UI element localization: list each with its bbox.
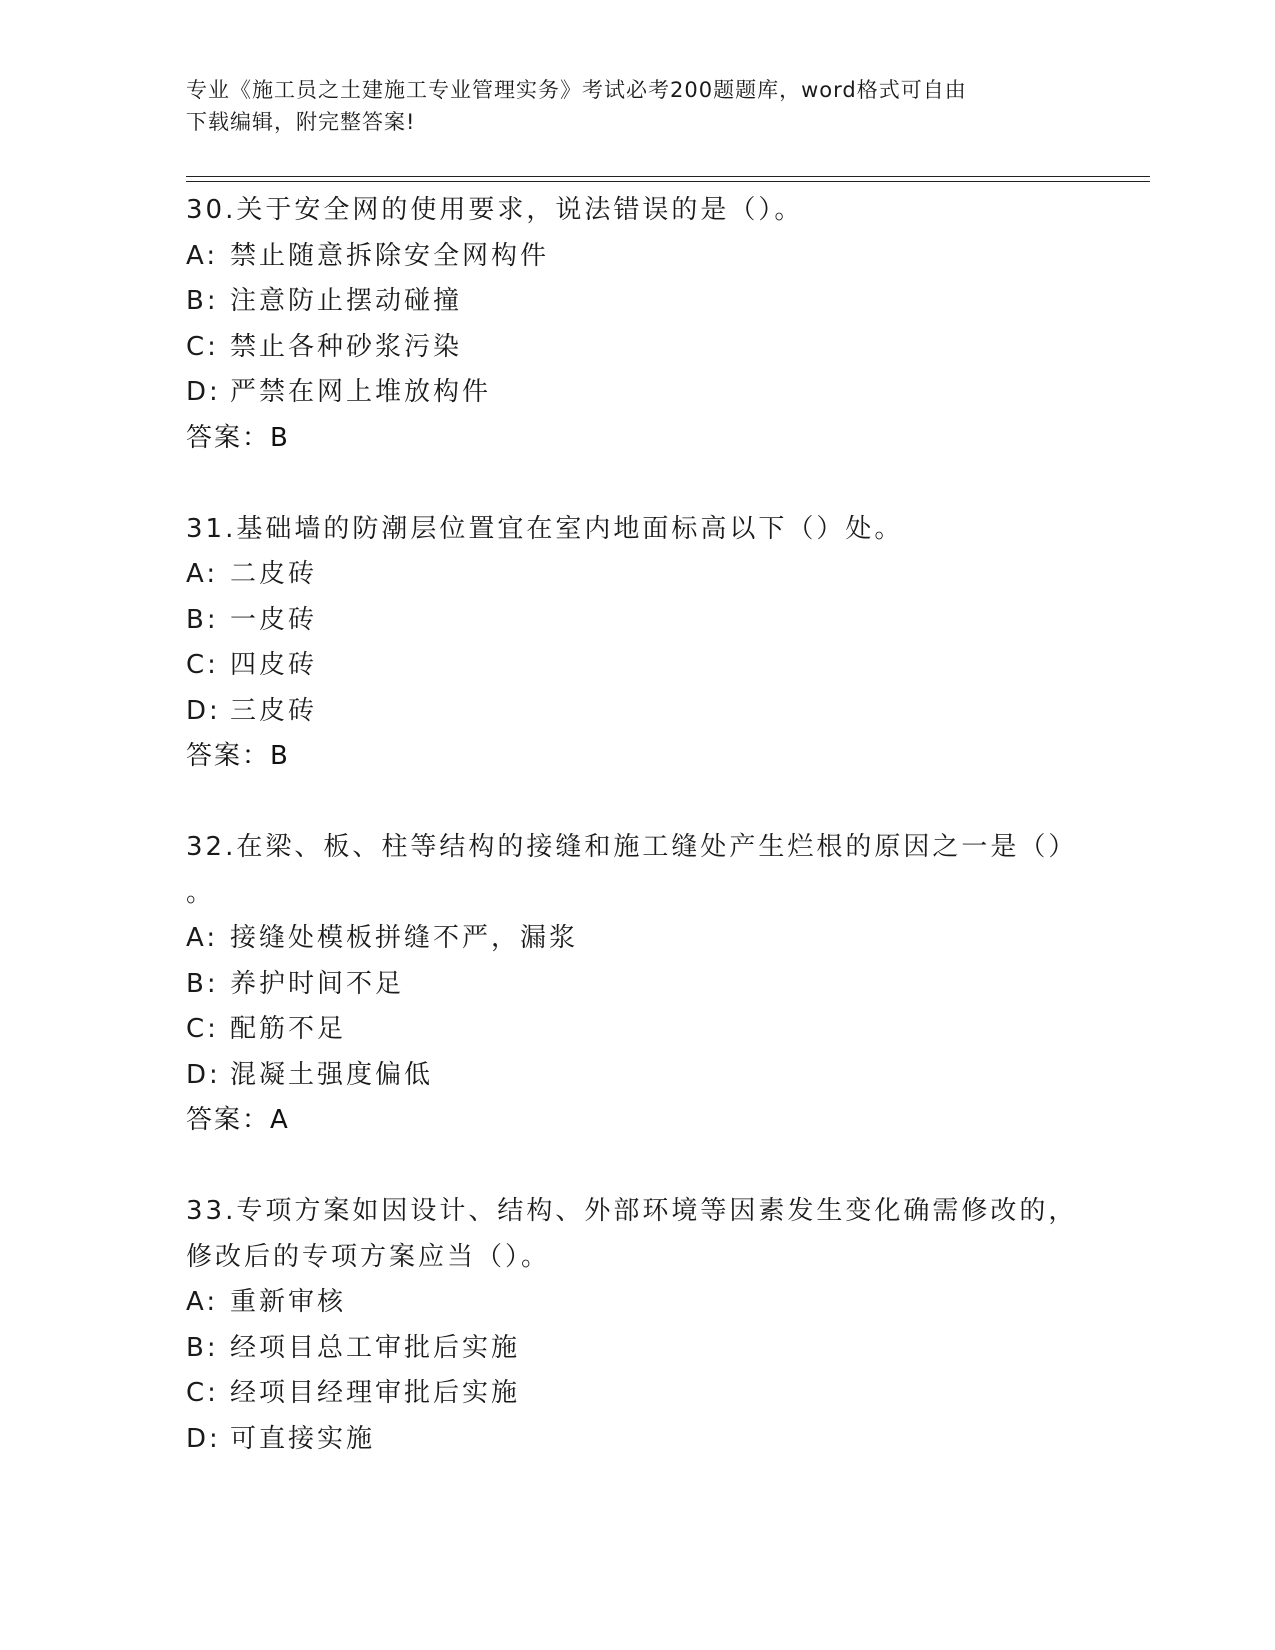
option-c: [186, 325, 1086, 371]
question-stem: 32.在梁、板、柱等结构的接缝和施工缝处产生烂根的原因之一是（）: [186, 832, 1078, 862]
question-stem: 33.专项方案如因设计、结构、外部环境等因素发生变化确需修改的，: [186, 1196, 1078, 1226]
option-label: A:: [186, 1287, 219, 1317]
option-d: [186, 1417, 1086, 1463]
header-line-2: 下载编辑，附完整答案!: [186, 110, 416, 134]
option-label: D:: [186, 377, 221, 407]
option-text: 重新审核: [230, 1287, 347, 1317]
option-label: A:: [186, 240, 219, 271]
option-text: 禁止各种砂浆污染: [230, 331, 463, 362]
option-label: A:: [186, 923, 219, 953]
option-label: B:: [186, 968, 219, 999]
option-d: [186, 689, 1086, 735]
option-text: 接缝处模板拼缝不严，漏浆: [230, 923, 579, 953]
option-a: [186, 234, 1086, 280]
option-a: [186, 1280, 1086, 1326]
option-c: [186, 1371, 1086, 1417]
option-a: [186, 916, 1086, 962]
option-label: C:: [186, 1014, 219, 1044]
option-label: D:: [186, 1059, 221, 1090]
option-d: [186, 370, 1086, 416]
option-label: B:: [186, 286, 219, 316]
option-label: B:: [186, 604, 219, 635]
question-stem-continued: 。: [186, 877, 216, 908]
option-c: [186, 643, 1086, 689]
header-line-1: 专业《施工员之土建施工专业管理实务》考试必考200题题库，word格式可自由: [186, 78, 967, 102]
question-stem: 30.关于安全网的使用要求，说法错误的是（）。: [186, 195, 804, 225]
option-b: [186, 279, 1086, 325]
question-block: [186, 825, 1086, 1144]
option-label: C:: [186, 650, 219, 680]
header-divider-top: [186, 176, 1150, 177]
option-a: [186, 552, 1086, 598]
question-block: [186, 507, 1086, 780]
spacer: [186, 461, 1086, 507]
option-b: [186, 598, 1086, 644]
option-text: 注意防止摆动碰撞: [230, 286, 463, 316]
answer-line: 答案：B: [186, 741, 290, 771]
option-label: B:: [186, 1332, 219, 1363]
document-header: [186, 74, 1066, 138]
question-block: [186, 188, 1086, 461]
question-list: [186, 188, 1086, 1462]
option-text: 养护时间不足: [230, 968, 405, 999]
option-text: 可直接实施: [230, 1423, 376, 1454]
spacer: [186, 780, 1086, 826]
option-label: D:: [186, 695, 221, 726]
option-text: 经项目总工审批后实施: [230, 1332, 521, 1363]
option-text: 经项目经理审批后实施: [230, 1378, 521, 1408]
option-label: D:: [186, 1423, 221, 1454]
option-text: 三皮砖: [230, 695, 318, 726]
option-text: 禁止随意拆除安全网构件: [230, 240, 550, 271]
question-stem: 31.基础墙的防潮层位置宜在室内地面标高以下（）处。: [186, 513, 904, 544]
question-block: [186, 1189, 1086, 1462]
option-text: 二皮砖: [230, 559, 318, 589]
option-text: 混凝土强度偏低: [230, 1059, 434, 1090]
option-c: [186, 1007, 1086, 1053]
question-stem-continued: 修改后的专项方案应当（）。: [186, 1241, 551, 1272]
option-label: C:: [186, 1378, 219, 1408]
header-divider-bottom: [186, 181, 1150, 182]
option-b: [186, 962, 1086, 1008]
option-text: 一皮砖: [230, 604, 318, 635]
answer-line: 答案：B: [186, 422, 290, 453]
spacer: [186, 1144, 1086, 1190]
option-text: 配筋不足: [230, 1014, 347, 1044]
option-d: [186, 1053, 1086, 1099]
option-text: 四皮砖: [230, 650, 318, 680]
option-text: 严禁在网上堆放构件: [230, 377, 492, 407]
option-label: C:: [186, 331, 219, 362]
answer-line: 答案：A: [186, 1105, 290, 1135]
option-b: [186, 1326, 1086, 1372]
option-label: A:: [186, 559, 219, 589]
